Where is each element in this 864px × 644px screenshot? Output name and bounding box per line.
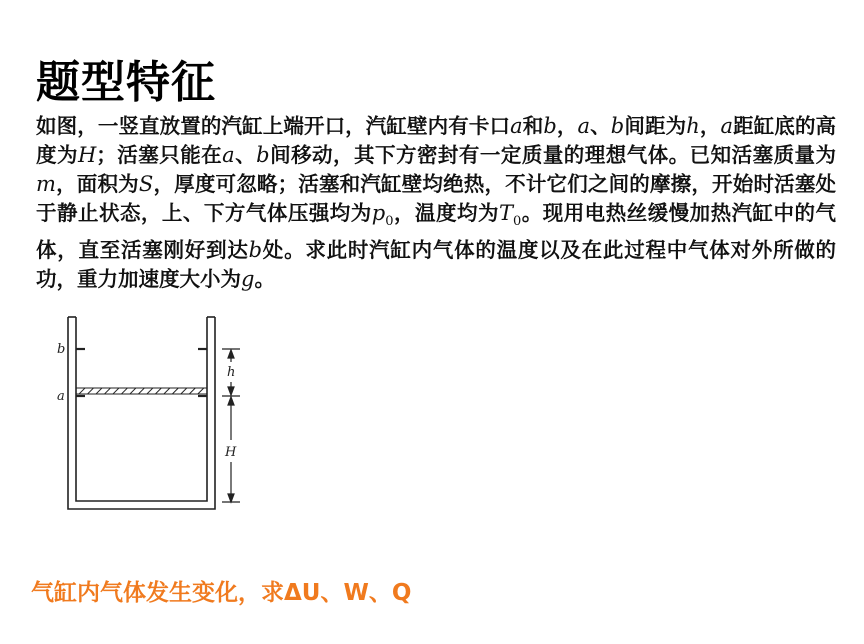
subscript-0: 0 [512, 214, 522, 230]
piston [76, 388, 207, 394]
problem-text: 距缸底的高度为 [36, 114, 837, 167]
problem-text: 。现用电热丝缓慢加热汽缸中的气体，直至活塞刚好到达 [36, 201, 837, 263]
problem-text: 、 [234, 143, 257, 167]
problem-text: 间距为 [624, 114, 687, 138]
problem-text: ， [699, 114, 721, 138]
problem-text: ，厚度可忽略；活塞和汽缸壁均绝热，不计它们之间的摩擦，开始时活塞处于静止状态，上、下方气体压强均为 [36, 172, 837, 225]
math-b: b [248, 238, 263, 263]
problem-text: 。 [254, 267, 275, 292]
math-b: b [256, 143, 270, 167]
math-b: b [543, 114, 557, 138]
math-a: a [577, 114, 591, 138]
math-g: g [241, 267, 255, 292]
label-H: H [225, 445, 237, 460]
cylinder-walls [68, 317, 215, 509]
math-H: H [77, 143, 97, 167]
subscript-0: 0 [385, 214, 394, 230]
label-a: a [57, 389, 65, 404]
math-p: p [371, 201, 386, 225]
problem-text: 、 [590, 114, 611, 138]
math-p0 [371, 201, 394, 230]
cylinder-diagram [50, 312, 260, 517]
problem-statement [36, 112, 836, 294]
math-b: b [610, 114, 625, 138]
problem-text: ；活塞只能在 [96, 143, 223, 167]
math-S: S [138, 172, 154, 196]
math-T: T [498, 201, 513, 225]
problem-text: 和 [522, 114, 544, 138]
math-a: a [720, 114, 733, 138]
problem-text: 如图，一竖直放置的汽缸上端开口，汽缸壁内有卡口 [36, 114, 511, 138]
problem-text: ，温度均为 [393, 201, 499, 225]
math-a: a [222, 143, 235, 167]
question-prompt: 气缸内气体发生变化，求ΔU、W、Q [31, 580, 412, 606]
problem-text: 处。求此时汽缸内气体的温度以及在此过程中气体对外所做的功，重力加速度大小为 [36, 238, 837, 292]
math-m: m [36, 172, 56, 196]
problem-text: 间移动，其下方密封有一定质量的理想气体。已知活塞质量为 [269, 143, 837, 167]
math-h: h [686, 114, 700, 138]
problem-text: ，面积为 [55, 172, 139, 196]
label-h: h [227, 365, 236, 380]
label-b: b [57, 342, 66, 357]
slide-title: 题型特征 [36, 57, 216, 108]
math-a: a [510, 114, 523, 138]
problem-text: ， [556, 114, 578, 138]
math-T0 [498, 201, 522, 230]
